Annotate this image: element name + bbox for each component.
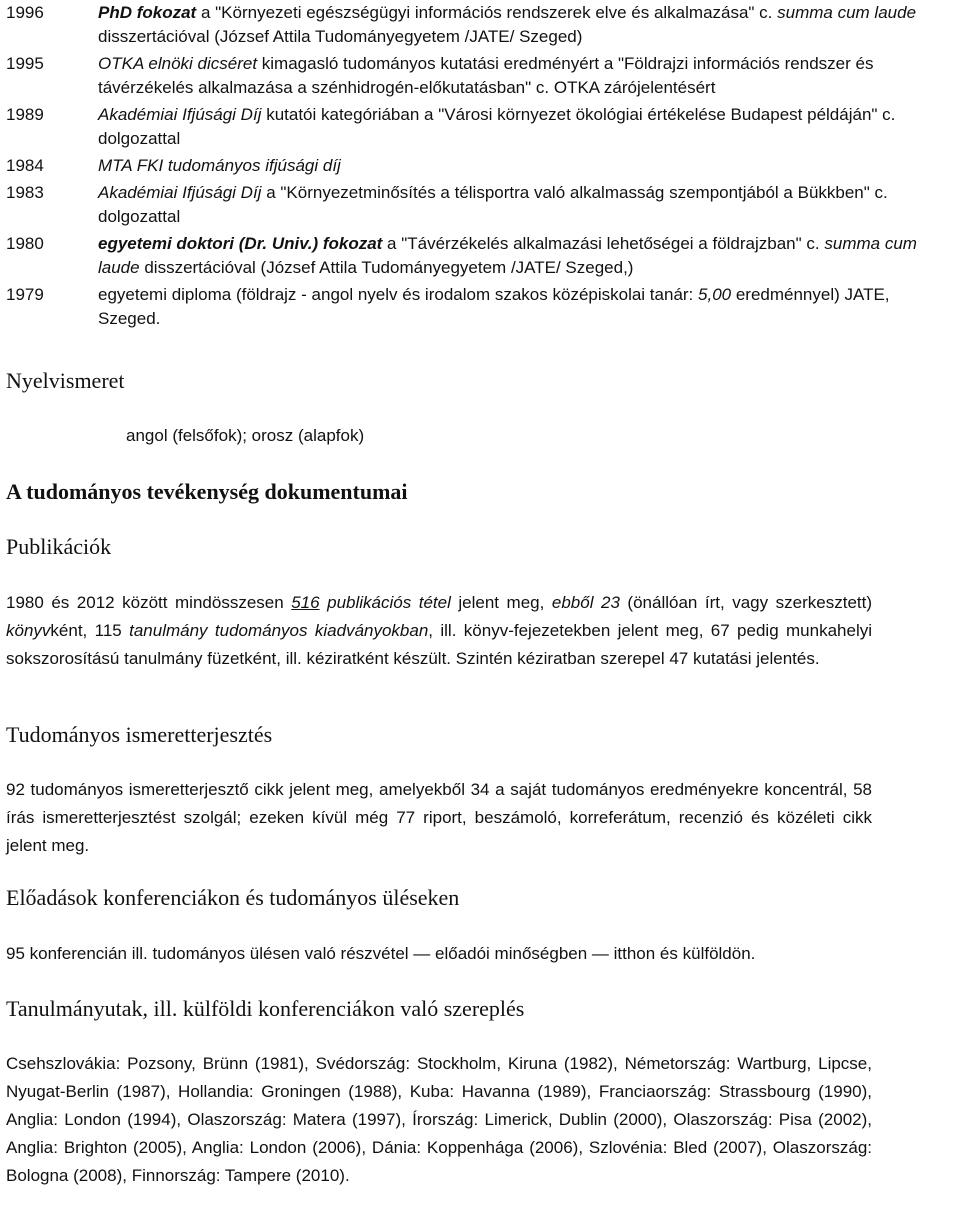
outreach-paragraph: 92 tudományos ismeretterjesztő cikk jelent meg, amelyekből 34 a saját tudományos eredményekre koncentrál, 58 írás ismeretterjesztést szolgál; ezeken kívül még 77 riport, beszámoló, korreferátum, recenzió és közéleti cikk jelent meg. (6, 780, 872, 855)
award-title: Akadémiai Ifjúsági Díj (98, 105, 262, 124)
text-run (320, 593, 328, 612)
text-run: tanulmány tudományos kiadványokban (129, 621, 429, 640)
award-desc: disszertációval (József Attila Tudományegyetem /JATE/ Szeged) (98, 27, 583, 46)
award-entry (6, 232, 956, 280)
award-year: 1996 (6, 3, 44, 22)
subsection-title-ismeretterjesztes: Tudományos ismeretterjesztés (6, 722, 273, 747)
award-year: 1983 (6, 183, 44, 202)
award-desc: egyetemi diploma (földrajz - angol nyelv és irodalom szakos középiskolai tanár: (98, 285, 699, 304)
award-text (98, 232, 956, 280)
award-honor: summa cum laude (777, 3, 917, 22)
text-run: publikációs tétel (327, 593, 451, 612)
award-honor: summa cum laude (98, 234, 917, 277)
award-year: 1980 (6, 234, 44, 253)
text-run: , ill. könyv-fejezetekben jelent meg, 67 pedig munkahelyi sokszorosítású tanulmány füzetként, ill. kéziratként készült. Szintén kéziratban szerepel 47 kutatási jelentés. (6, 621, 873, 668)
subsection-title-tanulmanyutak: Tanulmányutak, ill. külföldi konferenciákon való szereplés (6, 996, 525, 1021)
text-run: jelent meg, (450, 593, 552, 612)
award-desc: eredménnyel) JATE, Szeged. (98, 285, 890, 328)
publications-paragraph (6, 589, 872, 673)
publication-count: 516 (291, 593, 320, 612)
text-run: 1980 és 2012 között mindösszesen (6, 593, 292, 612)
award-entry (6, 1, 956, 49)
award-text (98, 283, 956, 331)
award-title: Akadémiai Ifjúsági Díj (98, 183, 262, 202)
award-entry (6, 154, 956, 178)
awards-list (6, 1, 956, 331)
award-title: PhD fokozat (98, 3, 197, 22)
text-run: ként, 115 (50, 621, 130, 640)
text-run: könyv (6, 621, 51, 640)
award-title: OTKA elnöki dicséret (98, 54, 258, 73)
section-title-nyelvismeret: Nyelvismeret (6, 368, 125, 393)
award-desc: a "Távérzékelés alkalmazási lehetőségei a földrajzban" c. (382, 234, 825, 253)
award-entry (6, 52, 956, 100)
subsection-title-publikaciok: Publikációk (6, 534, 112, 559)
award-desc: disszertációval (József Attila Tudományegyetem /JATE/ Szeged,) (139, 258, 634, 277)
award-entry (6, 181, 956, 229)
award-desc: a "Környezeti egészségügyi információs rendszerek elve és alkalmazása" c. (196, 3, 778, 22)
award-year: 1984 (6, 156, 44, 175)
award-text (98, 1, 956, 49)
award-desc: a "Környezetminősítés a télisportra való alkalmasság szempontjából a Bükkben" c. dolgozattal (98, 183, 888, 226)
award-desc: kimagasló tudományos kutatási eredményért a "Földrajzi információs rendszer és távérzékelés alkalmazása a szénhidrogén-előkutatásban" c. OTKA zárójelentésért (98, 54, 874, 97)
award-entry (6, 103, 956, 151)
award-year: 1979 (6, 285, 44, 304)
lectures-paragraph: 95 konferencián ill. tudományos ülésen való részvétel — előadói minőségben — itthon és külföldön. (6, 944, 756, 963)
subsection-title-eloadasok: Előadások konferenciákon és tudományos üléseken (6, 885, 460, 910)
award-text (98, 154, 956, 178)
text-run: ebből 23 (551, 593, 620, 612)
text-run: (önállóan írt, vagy szerkesztett) (619, 593, 873, 612)
award-entry (6, 283, 956, 331)
award-year: 1995 (6, 54, 44, 73)
award-year: 1989 (6, 105, 44, 124)
award-text (98, 103, 956, 151)
language-skills: angol (felsőfok); orosz (alapfok) (126, 426, 365, 445)
award-title: egyetemi doktori (Dr. Univ.) fokozat (98, 234, 383, 253)
award-title: MTA FKI tudományos ifjúsági díj (98, 156, 341, 175)
award-desc: kutatói kategóriában a "Városi környezet ökológiai értékelése Budapest példáján" c. dolgozattal (98, 105, 896, 148)
study-trips-paragraph: Csehszlovákia: Pozsony, Brünn (1981), Svédország: Stockholm, Kiruna (1982), Németország: Wartburg, Lipcse, Nyugat-Berlin (1987), Hollandia: Groningen (1988), Kuba: Havanna (1989), Franciaország: Strassbourg (1990), Anglia: London (1994), Olaszország: Matera (1997), Írország: Limerick, Dublin (2000), Olaszország: Pisa (2002), Anglia: Brighton (2005), Anglia: London (2006), Dánia: Koppenhága (2006), Szlovénia: Bled (2007), Olaszország: Bologna (2008), Finnország: Tampere (2010). (6, 1054, 872, 1185)
section-title-dokumentumai: A tudományos tevékenység dokumentumai (6, 479, 408, 504)
award-grade: 5,00 (698, 285, 732, 304)
award-text (98, 52, 956, 100)
award-text (98, 181, 956, 229)
